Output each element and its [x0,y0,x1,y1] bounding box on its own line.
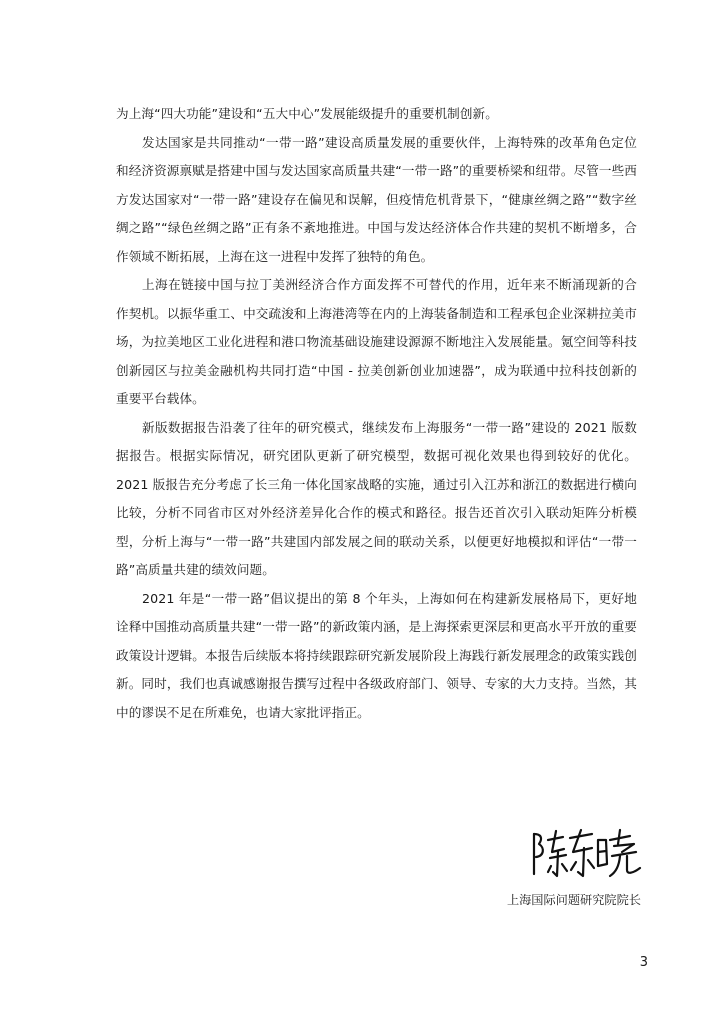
paragraph-2: 发达国家是共同推动“一带一路”建设高质量发展的重要伙伴，上海特殊的改革角色定位和经济资源禀赋是搭建中国与发达国家高质量共建“一带一路”的重要桥梁和纽带。尽管一些西方发达国家对“一带一路”建设存在偏见和误解，但疫情危机背景下，“健康丝绸之路”“数字丝绸之路”“绿色丝绸之路”正有条不紊地推进。中国与发达经济体合作共建的契机不断增多，合作领域不断拓展，上海在这一进程中发挥了独特的角色。 [116,134,637,264]
paragraph-3: 上海在链接中国与拉丁美洲经济合作方面发挥不可替代的作用，近年来不断涌现新的合作契机。以振华重工、中交疏浚和上海港湾等在内的上海装备制造和工程承包企业深耕拉美市场，为拉美地区工业化进程和港口物流基础设施建设源源不断地注入发展能量。氪空间等科技创新园区与拉美金融机构共同打造“中国 - 拉美创新创业加速器”，成为联通中拉科技创新的重要平台载体。 [116,277,637,406]
paragraph-4: 新版数据报告沿袭了往年的研究模式，继续发布上海服务“一带一路”建设的 2021 版数据报告。根据实际情况，研究团队更新了研究模型，数据可视化效果也得到较好的优化。2021 版报告充分考虑了长三角一体化国家战略的实施，通过引入江苏和浙江的数据进行横向比较，分析不同省市区对外经济差异化合作的模式和路径。报告还首次引入联动矩阵分析模型，分析上海与“一带一路”共建国内部发展之间的联动关系，以便更好地模拟和评估“一带一路”高质量共建的绩效问题。 [116,419,637,577]
body-text [116,100,637,727]
signature-title: 上海国际问题研究院院长 [506,893,641,907]
handwritten-signature [526,822,644,880]
paragraph-5: 2021 年是“一带一路”倡议提出的第 8 个年头，上海如何在构建新发展格局下，更好地诠释中国推动高质量共建“一带一路”的新政策内涵，是上海探索更深层和更高水平开放的重要政策设计逻辑。本报告后续版本将持续跟踪研究新发展阶段上海践行新发展理念的政策实践创新。同时，我们也真诚感谢报告撰写过程中各级政府部门、领导、专家的大力支持。当然，其中的谬误不足在所难免，也请大家批评指正。 [116,590,637,720]
paragraph-1: 为上海“四大功能”建设和“五大中心”发展能级提升的重要机制创新。 [116,106,498,121]
page-number: 3 [639,955,648,970]
